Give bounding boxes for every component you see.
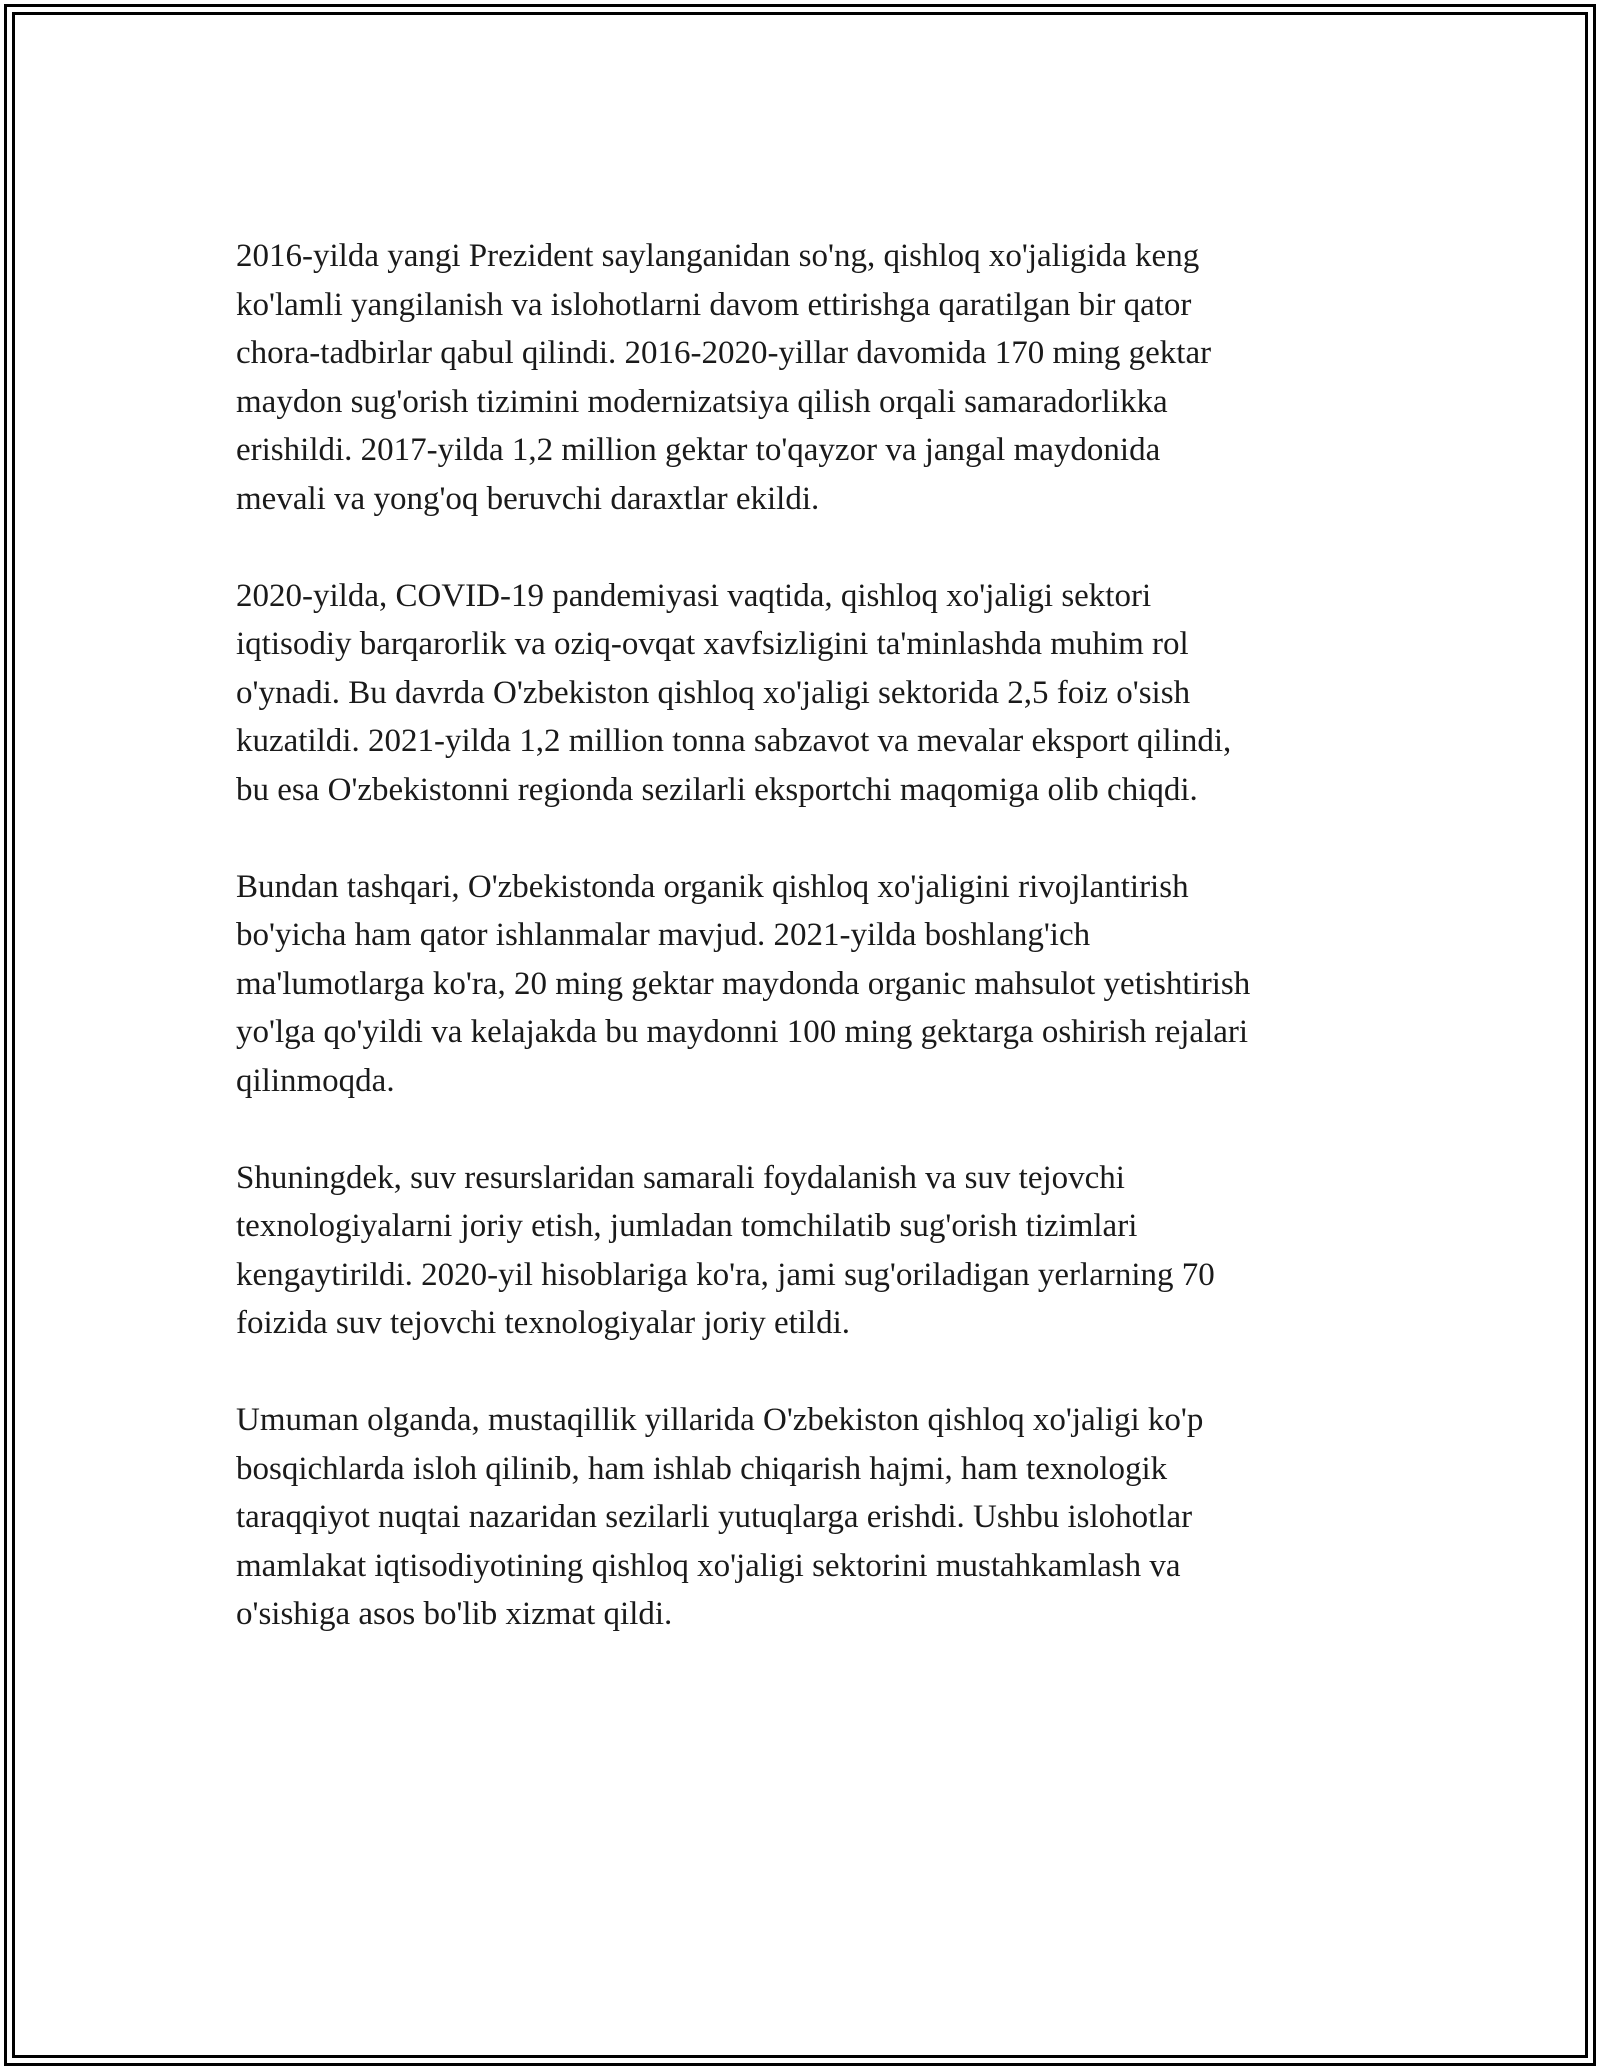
text-line: bu esa O'zbekistonni regionda sezilarli eksportchi maqomiga olib chiqdi.: [236, 771, 1198, 808]
text-line: texnologiyalarni joriy etish, jumladan tomchilatib sug'orish tizimlari: [236, 1208, 1138, 1244]
text-line: Shuningdek, suv resurslaridan samarali foydalanish va suv tejovchi: [236, 1159, 1125, 1196]
text-line: bo'yicha ham qator ishlanmalar mavjud. 2021-yilda boshlang'ich: [236, 917, 1091, 953]
text-line: ma'lumotlarga ko'ra, 20 ming gektar maydonda organic mahsulot yetishtirish: [236, 965, 1251, 1002]
text-line: o'sishiga asos bo'lib xizmat qildi.: [236, 1596, 673, 1632]
text-line: o'ynadi. Bu davrda O'zbekiston qishloq xo'jaligi sektorida 2,5 foiz o'sish: [236, 674, 1191, 711]
text-line: mevali va yong'oq beruvchi daraxtlar ekildi.: [236, 480, 820, 517]
text-line: 2016-yilda yangi Prezident saylanganidan so'ng, qishloq xo'jaligida keng: [236, 238, 1200, 274]
text-line: yo'lga qo'yildi va kelajakda bu maydonni 100 ming gektarga oshirish rejalari: [236, 1014, 1249, 1050]
paragraph: [236, 863, 1376, 1106]
paragraph: [236, 232, 1376, 523]
text-line: kengaytirildi. 2020-yil hisoblariga ko'ra, jami sug'oriladigan yerlarning 70: [236, 1256, 1215, 1293]
text-line: maydon sug'orish tizimini modernizatsiya qilish orqali samaradorlikka: [236, 383, 1168, 420]
text-line: qilinmoqda.: [236, 1062, 395, 1099]
paragraph: [236, 572, 1376, 815]
text-line: iqtisodiy barqarorlik va oziq-ovqat xavfsizligini ta'minlashda muhim rol: [236, 626, 1189, 662]
text-line: bosqichlarda isloh qilinib, ham ishlab chiqarish hajmi, ham texnologik: [236, 1450, 1168, 1487]
text-line: ko'lamli yangilanish va islohotlarni davom ettirishga qaratilgan bir qator: [236, 286, 1192, 323]
text-line: kuzatildi. 2021-yilda 1,2 million tonna sabzavot va mevalar eksport qilindi,: [236, 723, 1232, 759]
text-line: foizida suv tejovchi texnologiyalar joriy etildi.: [236, 1305, 851, 1341]
text-line: 2020-yilda, COVID-19 pandemiyasi vaqtida, qishloq xo'jaligi sektori: [236, 577, 1152, 614]
text-line: mamlakat iqtisodiyotining qishloq xo'jaligi sektorini mustahkamlash va: [236, 1547, 1181, 1584]
document-body: [236, 232, 1376, 1687]
text-line: Umuman olganda, mustaqillik yillarida O'zbekiston qishloq xo'jaligi ko'p: [236, 1402, 1204, 1438]
paragraph: [236, 1154, 1376, 1348]
text-line: taraqqiyot nuqtai nazaridan sezilarli yutuqlarga erishdi. Ushbu islohotlar: [236, 1499, 1193, 1535]
text-line: erishildi. 2017-yilda 1,2 million gektar to'qayzor va jangal maydonida: [236, 432, 1161, 468]
text-line: chora-tadbirlar qabul qilindi. 2016-2020-yillar davomida 170 ming gektar: [236, 335, 1212, 371]
text-line: Bundan tashqari, O'zbekistonda organik qishloq xo'jaligini rivojlantirish: [236, 868, 1189, 905]
paragraph: [236, 1396, 1376, 1639]
